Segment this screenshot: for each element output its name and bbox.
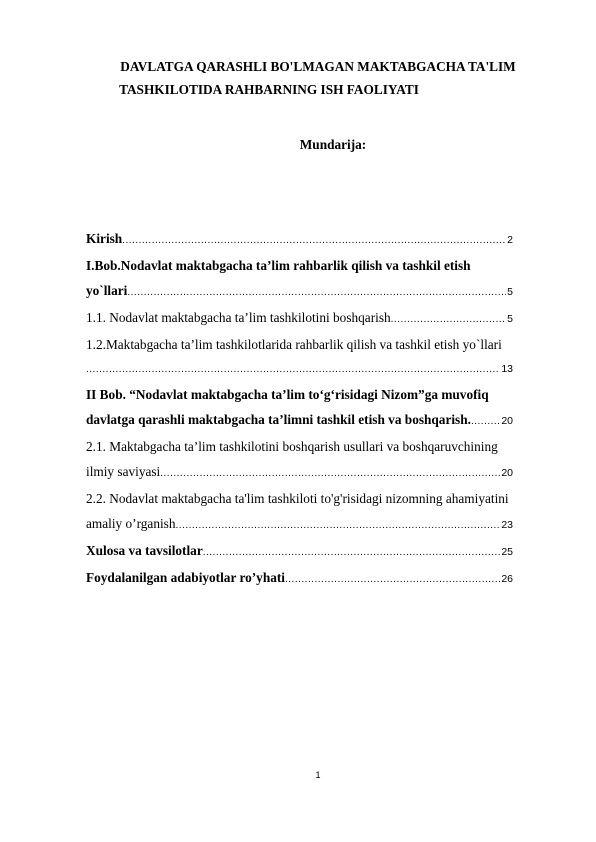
toc-entry-text-line-1: 2.1. Maktabgacha ta’lim tashkilotini boshqarish usullari va boshqaruvchining [86, 439, 498, 454]
toc-entry-text: ilmiy saviyasi [86, 464, 161, 479]
dot-leader [122, 228, 506, 253]
toc-page-number: 2 [507, 234, 513, 246]
dot-leader [160, 461, 500, 486]
toc-entry-text: amaliy o’rganish [86, 516, 176, 531]
toc-entry-text: yo`llari [86, 283, 128, 298]
toc-entry-section-1-1[interactable] [86, 305, 513, 332]
toc-entry-text: Kirish [86, 231, 123, 246]
toc-entry-section-1-2[interactable] [86, 332, 513, 382]
toc-entry-references[interactable] [86, 565, 513, 592]
toc-entry-text-line-1: 2.2. Nodavlat maktabgacha ta'lim tashkiloti to'g'risidagi nizomning ahamiyatini [86, 491, 509, 506]
toc-entry-text-line-1: II Bob. “Nodavlat maktabgacha ta’lim to‘g‘risidagi Nizom”ga muvofiq [86, 387, 489, 402]
toc-entry-chapter-1[interactable] [86, 253, 513, 305]
dot-leader [127, 280, 506, 305]
toc-entry-section-2-1[interactable] [86, 434, 513, 486]
toc-page-number: 26 [501, 573, 513, 585]
toc-page-number: 23 [501, 519, 513, 531]
toc-entry-text: 1.1. Nodavlat maktabgacha ta’lim tashkilotini boshqarish [86, 310, 391, 325]
toc-entry-text-line-1: 1.2.Maktabgacha ta’lim tashkilotlarida rahbarlik qilish va tashkil etish yo`llari [86, 337, 502, 352]
table-of-contents [86, 226, 513, 592]
toc-entry-text: Foydalanilgan adabiyotlar ro’yhati [86, 570, 285, 585]
toc-entry-text: Xulosa va tavsilotlar [86, 543, 203, 558]
toc-page-number: 20 [501, 415, 513, 427]
dot-leader [471, 409, 500, 434]
document-title-line-2: TASHKILOTIDA RAHBARNING ISH FAOLIYATI [119, 82, 419, 97]
dot-leader [86, 357, 500, 382]
page-number: 1 [315, 770, 321, 780]
toc-page-number: 20 [501, 467, 513, 479]
toc-page-number: 25 [501, 546, 513, 558]
toc-entry-introduction[interactable] [86, 226, 513, 253]
toc-page-number: 5 [507, 286, 513, 298]
toc-entry-section-2-2[interactable] [86, 486, 513, 538]
toc-entry-conclusion[interactable] [86, 538, 513, 565]
contents-heading: Mundarija: [299, 137, 367, 152]
dot-leader [391, 307, 507, 332]
dot-leader [176, 513, 501, 538]
document-title-line-1: DAVLATGA QARASHLI BO'LMAGAN MAKTABGACHA TA'LIM [120, 59, 516, 74]
dot-leader [285, 567, 500, 592]
toc-entry-text: davlatga qarashli maktabgacha ta’limni tashkil etish va boshqarish. [86, 412, 471, 427]
dot-leader [203, 540, 501, 565]
toc-entry-chapter-2[interactable] [86, 382, 513, 434]
toc-entry-text-line-1: I.Bob.Nodavlat maktabgacha ta’lim rahbarlik qilish va tashkil etish [86, 258, 471, 273]
toc-page-number: 13 [501, 363, 513, 375]
toc-page-number: 5 [507, 313, 513, 325]
